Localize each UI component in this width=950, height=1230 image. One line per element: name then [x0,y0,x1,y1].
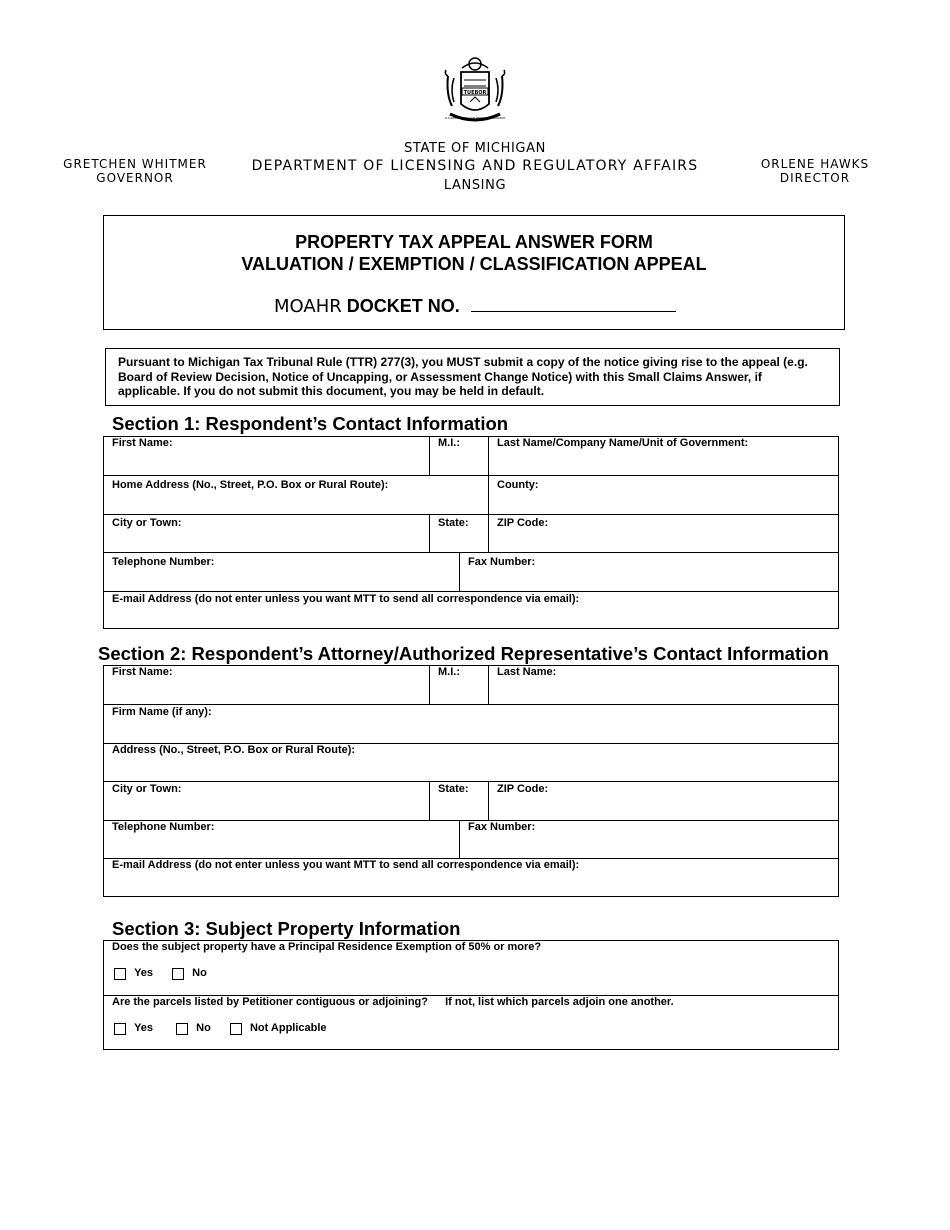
s2-email-field[interactable] [104,858,838,896]
docket-number-field[interactable] [471,299,676,312]
label: Telephone Number: [112,556,215,568]
s2-zip-field[interactable] [488,781,838,820]
label: First Name: [112,666,173,678]
section1-grid [103,436,839,629]
director-title: DIRECTOR [779,171,851,185]
docket-label: DOCKET NO. [346,296,460,316]
section2-grid [103,665,839,897]
label: E-mail Address (do not enter unless you want MTT to send all correspondence via email): [112,859,580,871]
q2-no-label: No [196,1022,211,1034]
section1-title: Section 1: Respondent’s Contact Information [112,413,509,434]
form-title-box [103,215,845,330]
label: State: [438,517,469,529]
governor-name: GRETCHEN WHITMER [63,157,207,171]
governor-block [60,157,210,185]
s1-email-field[interactable] [104,591,838,628]
label: ZIP Code: [497,517,549,529]
michigan-state-seal-icon [442,54,508,126]
s1-mi-field[interactable] [429,437,488,475]
label: County: [497,479,539,491]
s1-fax-field[interactable] [459,552,838,591]
label: Telephone Number: [112,821,215,833]
docket-number [274,296,676,317]
q1-no-label: No [192,967,207,979]
q1-yes-label: Yes [134,967,154,979]
s1-county-field[interactable] [488,475,838,514]
label: Fax Number: [468,556,536,568]
q2-na-checkbox[interactable] [230,1023,242,1035]
section3-grid [103,940,839,1050]
docket-prefix: MOAHR [274,296,342,317]
s1-telephone-field[interactable] [104,552,459,591]
label: City or Town: [112,783,182,795]
department-name: DEPARTMENT OF LICENSING AND REGULATORY AFFAIRS [251,158,699,174]
q1-yes-checkbox[interactable] [114,968,126,980]
q2-no-checkbox[interactable] [176,1023,188,1035]
question-note: If not, list which parcels adjoin one another. [445,996,674,1008]
s1-first-name-field[interactable] [104,437,429,475]
q2-yes-label: Yes [134,1022,154,1034]
label: Address (No., Street, P.O. Box or Rural Route): [112,744,356,756]
s2-firm-name-field[interactable] [104,704,838,743]
section2-title: Section 2: Respondent’s Attorney/Authorized Representative’s Contact Information [98,643,829,664]
label: ZIP Code: [497,783,549,795]
director-name: ORLENE HAWKS [760,157,870,171]
label: Last Name/Company Name/Unit of Government: [497,437,749,449]
s1-last-name-field[interactable] [488,437,838,475]
question-label: Are the parcels listed by Petitioner contiguous or adjoining? [112,996,428,1008]
s1-zip-field[interactable] [488,514,838,552]
question-label: Does the subject property have a Principal Residence Exemption of 50% or more? [112,941,542,953]
form-title: PROPERTY TAX APPEAL ANSWER FORM [295,232,653,252]
label: Last Name: [497,666,557,678]
s1-state-field[interactable] [429,514,488,552]
label: Firm Name (if any): [112,706,212,718]
label: Fax Number: [468,821,536,833]
label: First Name: [112,437,173,449]
section3-title: Section 3: Subject Property Information [112,918,461,939]
label: State: [438,783,469,795]
seal-motto-banner: TUEBOR [463,90,487,96]
q2-yes-checkbox[interactable] [114,1023,126,1035]
s2-state-field[interactable] [429,781,488,820]
q1-no-checkbox[interactable] [172,968,184,980]
s3-principal-residence-question [104,941,838,996]
s3-contiguous-question [104,995,838,1049]
form-subtitle: VALUATION / EXEMPTION / CLASSIFICATION APPEAL [241,254,707,274]
s1-city-field[interactable] [104,514,429,552]
ttr-notice: Pursuant to Michigan Tax Tribunal Rule (TTR) 277(3), you MUST submit a copy of the notice giving rise to the appeal (e.g. Board of Review Decision, Notice of Uncapping, or Assessment Change Notice) with this Small Claims Answer, if applicable. If you do not submit this document, you may be held in default. [105,348,840,406]
s2-fax-field[interactable] [459,820,838,858]
s2-address-field[interactable] [104,743,838,781]
label: M.I.: [438,666,460,678]
q2-na-label: Not Applicable [249,1022,327,1034]
s2-last-name-field[interactable] [488,666,838,704]
s2-telephone-field[interactable] [104,820,459,858]
governor-title: GOVERNOR [96,171,174,185]
s2-city-field[interactable] [104,781,429,820]
state-line: STATE OF MICHIGAN [404,141,546,156]
s2-mi-field[interactable] [429,666,488,704]
seal-motto-ribbon: SI QUAERIS PENINSULAM AMOENAM CIRCUMSPICE [444,117,506,120]
label: E-mail Address (do not enter unless you want MTT to send all correspondence via email): [112,593,580,605]
label: M.I.: [438,437,460,449]
label: Home Address (No., Street, P.O. Box or Rural Route): [112,479,389,491]
director-block [745,157,885,185]
s1-home-address-field[interactable] [104,475,488,514]
city-line: LANSING [443,178,507,193]
s2-first-name-field[interactable] [104,666,429,704]
label: City or Town: [112,517,182,529]
